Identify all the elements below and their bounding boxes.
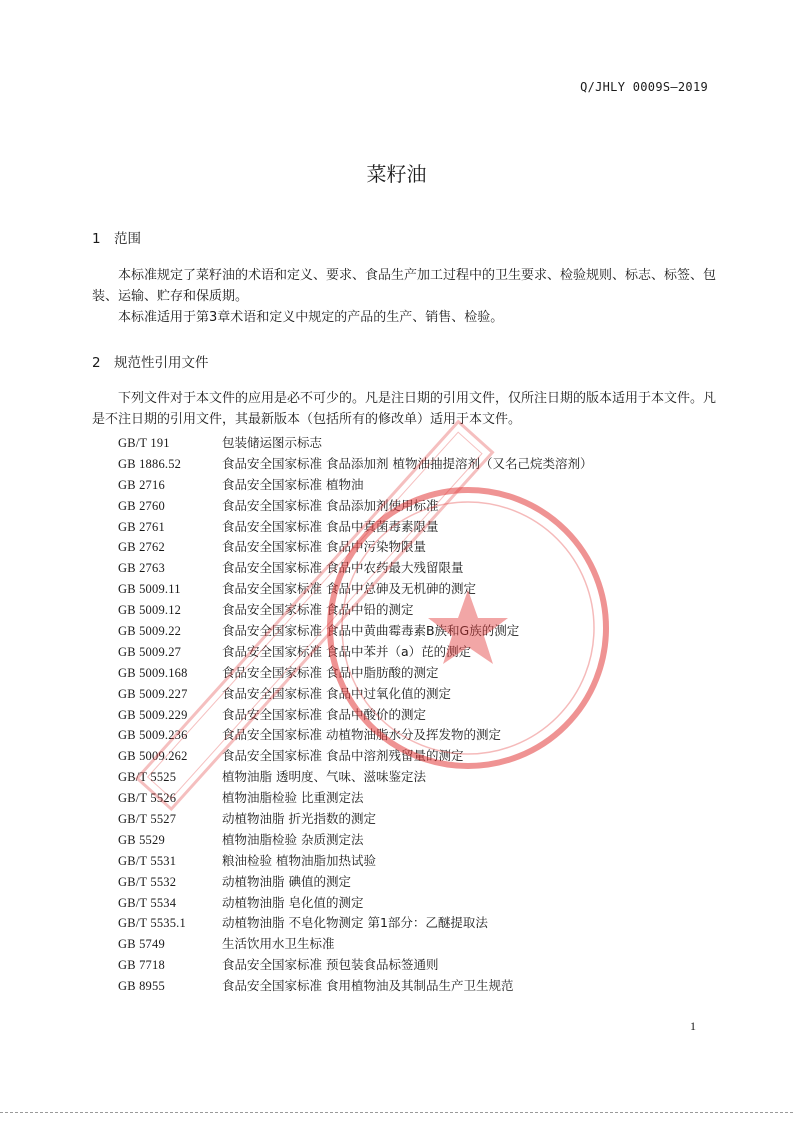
reference-code: GB 2761 <box>118 519 165 534</box>
reference-code: GB/T 5534 <box>118 895 177 910</box>
reference-code: GB 2716 <box>118 477 165 492</box>
reference-name: 食品安全国家标准 食品中铅的测定 <box>222 602 414 618</box>
reference-name: 食品安全国家标准 食品中脂肪酸的测定 <box>222 664 439 680</box>
reference-name: 食品安全国家标准 预包装食品标签通则 <box>222 957 439 973</box>
reference-name: 食品安全国家标准 食用植物油及其制品生产卫生规范 <box>222 978 514 994</box>
reference-item <box>118 600 592 621</box>
reference-item <box>118 976 592 997</box>
reference-code: GB/T 5527 <box>118 812 177 827</box>
reference-item <box>118 830 592 851</box>
reference-item <box>118 558 592 579</box>
reference-name: 食品安全国家标准 植物油 <box>222 476 364 492</box>
section-1-paragraph-2: 本标准适用于第3章术语和定义中规定的产品的生产、销售、检验。 <box>118 310 504 325</box>
reference-code: GB 8955 <box>118 979 165 994</box>
reference-item <box>118 788 592 809</box>
reference-code: GB 5009.27 <box>118 644 182 659</box>
reference-code: GB 5009.229 <box>118 707 188 722</box>
reference-item <box>118 725 592 746</box>
reference-item <box>118 913 592 934</box>
reference-code: GB 5749 <box>118 937 165 952</box>
reference-code: GB 5009.22 <box>118 624 182 639</box>
reference-code: GB/T 5526 <box>118 791 177 806</box>
page-number: 1 <box>690 1019 696 1033</box>
section-1-paragraph-1: 本标准规定了菜籽油的术语和定义、要求、食品生产加工过程中的卫生要求、检验规则、标志、标签、包装、运输、贮存和保质期。 <box>92 268 717 304</box>
reference-item <box>118 579 592 600</box>
reference-code: GB 5529 <box>118 832 165 847</box>
reference-item <box>118 893 592 914</box>
reference-code: GB 1886.52 <box>118 456 182 471</box>
reference-code: GB 5009.262 <box>118 749 188 764</box>
reference-code: GB/T 5531 <box>118 853 177 868</box>
reference-code: GB 7718 <box>118 958 165 973</box>
reference-name: 食品安全国家标准 食品中总砷及无机砷的测定 <box>222 581 476 597</box>
document-title: 菜籽油 <box>366 162 427 186</box>
reference-name: 食品安全国家标准 动植物油脂水分及挥发物的测定 <box>222 727 501 743</box>
reference-name: 粮油检验 植物油脂加热试验 <box>222 852 376 868</box>
section-title: 范围 <box>114 231 141 247</box>
reference-item <box>118 642 592 663</box>
document-code: Q/JHLY 0009S—2019 <box>580 80 708 94</box>
reference-code: GB/T 5532 <box>118 874 177 889</box>
reference-item <box>118 809 592 830</box>
reference-name: 食品安全国家标准 食品中溶剂残留量的测定 <box>222 748 464 764</box>
reference-code: GB/T 5535.1 <box>118 916 186 931</box>
reference-item <box>118 934 592 955</box>
reference-item <box>118 705 592 726</box>
reference-code: GB 5009.11 <box>118 582 181 597</box>
reference-item <box>118 955 592 976</box>
section-title: 规范性引用文件 <box>114 355 209 371</box>
reference-item <box>118 684 592 705</box>
reference-code: GB/T 191 <box>118 436 170 450</box>
reference-item <box>118 496 592 517</box>
reference-item <box>118 475 592 496</box>
reference-name: 食品安全国家标准 食品添加剂使用标准 <box>222 497 439 513</box>
reference-name: 食品安全国家标准 食品中酸价的测定 <box>222 706 426 722</box>
reference-name: 动植物油脂 皂化值的测定 <box>222 894 364 910</box>
reference-item <box>118 663 592 684</box>
reference-code: GB 5009.12 <box>118 603 182 618</box>
reference-name: 动植物油脂 不皂化物测定 第1部分：乙醚提取法 <box>222 915 488 931</box>
reference-name: 食品安全国家标准 食品中苯并（a）芘的测定 <box>222 643 472 659</box>
reference-item <box>118 767 592 788</box>
reference-code: GB 2762 <box>118 540 165 555</box>
reference-item <box>118 621 592 642</box>
reference-name: 植物油脂检验 杂质测定法 <box>222 831 364 847</box>
reference-list <box>118 433 592 997</box>
reference-name: 食品安全国家标准 食品中农药最大残留限量 <box>222 560 464 576</box>
reference-name: 动植物油脂 碘值的测定 <box>222 873 351 889</box>
reference-item <box>118 746 592 767</box>
reference-item <box>118 433 592 454</box>
section-1-heading <box>92 227 141 247</box>
footer-divider <box>0 1112 793 1113</box>
reference-name: 包装储运图示标志 <box>222 435 323 450</box>
reference-item <box>118 537 592 558</box>
reference-code: GB 2763 <box>118 561 165 576</box>
reference-code: GB/T 5525 <box>118 770 177 785</box>
reference-item <box>118 517 592 538</box>
reference-name: 食品安全国家标准 食品中真菌毒素限量 <box>222 518 439 534</box>
reference-item <box>118 851 592 872</box>
reference-item <box>118 872 592 893</box>
reference-name: 食品安全国家标准 食品添加剂 植物油抽提溶剂（又名己烷类溶剂） <box>222 455 593 471</box>
section-2-paragraph-1: 下列文件对于本文件的应用是必不可少的。凡是注日期的引用文件，仅所注日期的版本适用于本文件。凡是不注日期的引用文件，其最新版本（包括所有的修改单）适用于本文件。 <box>92 391 717 427</box>
reference-code: GB 5009.236 <box>118 728 188 743</box>
section-number: 1 <box>92 231 101 247</box>
reference-name: 植物油脂检验 比重测定法 <box>222 790 364 806</box>
reference-item <box>118 454 592 475</box>
reference-name: 生活饮用水卫生标准 <box>222 936 335 952</box>
section-2-heading <box>92 351 209 371</box>
reference-name: 动植物油脂 折光指数的测定 <box>222 811 376 827</box>
reference-code: GB 5009.227 <box>118 686 188 701</box>
reference-name: 食品安全国家标准 食品中过氧化值的测定 <box>222 685 451 701</box>
reference-name: 食品安全国家标准 食品中污染物限量 <box>222 539 426 555</box>
reference-code: GB 2760 <box>118 498 165 513</box>
reference-name: 植物油脂 透明度、气味、滋味鉴定法 <box>222 769 426 785</box>
reference-name: 食品安全国家标准 食品中黄曲霉毒素B族和G族的测定 <box>222 623 520 639</box>
section-number: 2 <box>92 355 101 371</box>
reference-code: GB 5009.168 <box>118 665 188 680</box>
